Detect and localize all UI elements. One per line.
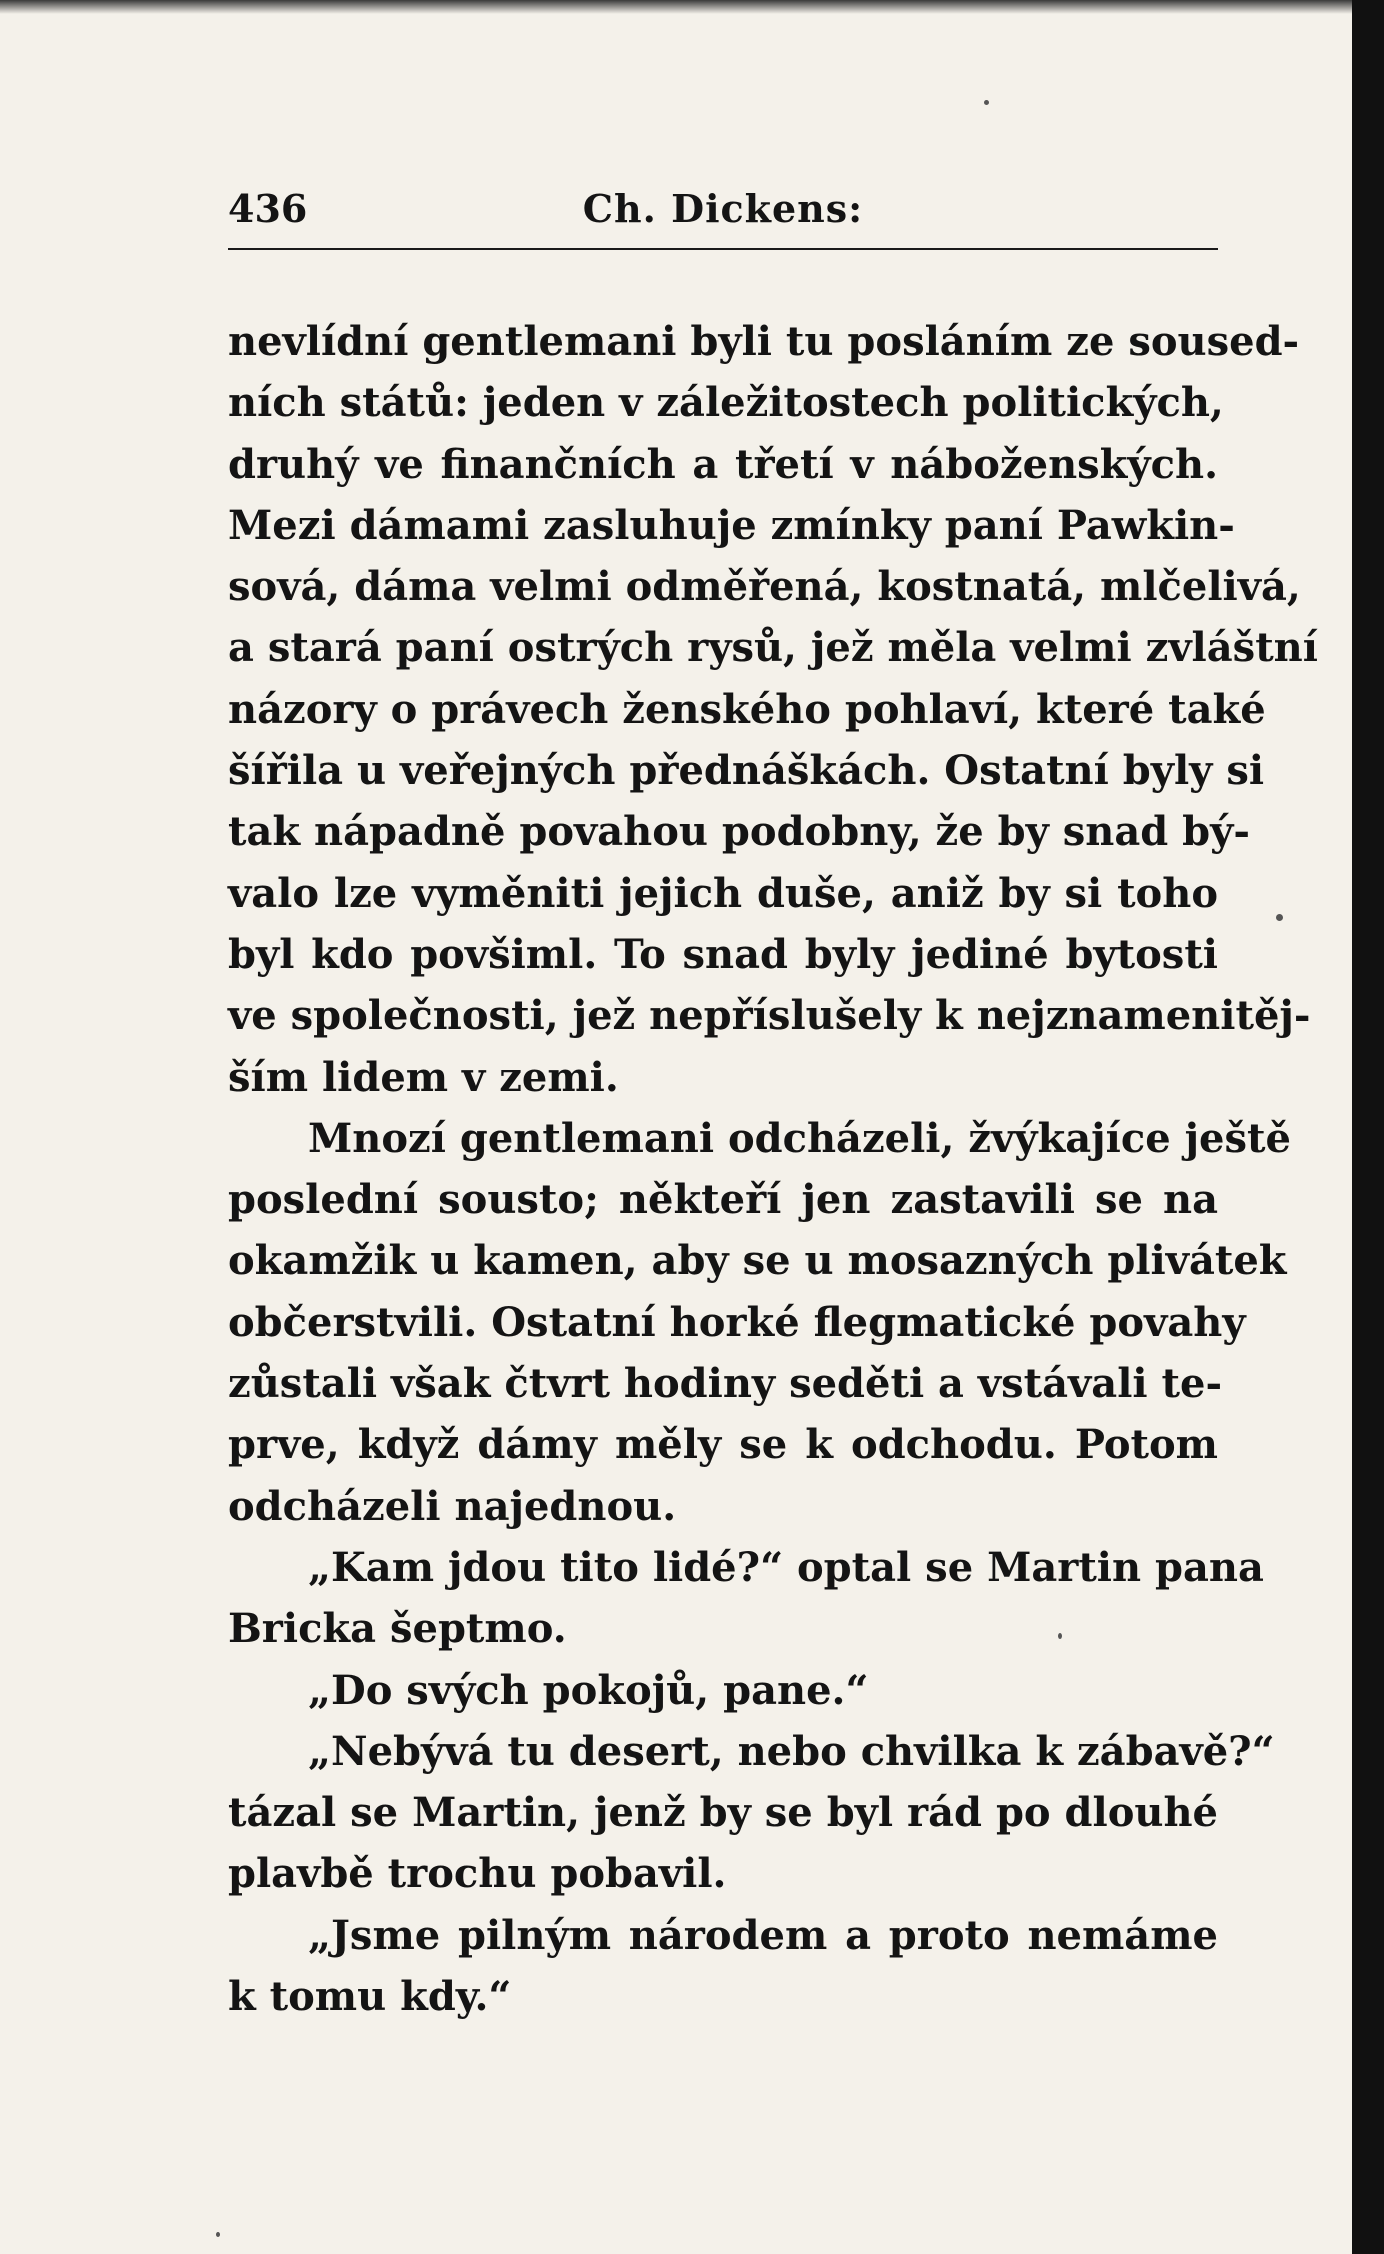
text-line: názory o právech ženského pohlaví, které také <box>228 685 1266 733</box>
text-line: tak nápadně povahou podobny, že by snad bý- <box>228 808 1250 856</box>
text-line: odcházeli najednou. <box>228 1482 677 1530</box>
header-rule <box>228 248 1218 250</box>
text-line: plavbě trochu pobavil. <box>228 1850 727 1898</box>
text-line: ve společnosti, jež nepříslušely k nejznamenitěj- <box>228 992 1311 1040</box>
text-line: poslední sousto; někteří jen zastavili se na <box>228 1176 1218 1224</box>
page-number: 436 <box>228 186 308 231</box>
scan-top-edge <box>0 0 1384 14</box>
text-line: Mezi dámami zasluhuje zmínky paní Pawkin- <box>228 501 1235 549</box>
text-line: druhý ve finančních a třetí v náboženských. <box>228 440 1218 488</box>
text-line: šířila u veřejných přednáškách. Ostatní byly si <box>228 747 1265 795</box>
scan-speck <box>984 100 989 105</box>
text-line: ším lidem v zemi. <box>228 1053 619 1101</box>
scan-speck <box>1058 1633 1062 1639</box>
running-head <box>228 186 1218 236</box>
text-line: „Jsme pilným národem a proto nemáme <box>308 1911 1218 1959</box>
scan-speck <box>1276 914 1283 921</box>
body-text <box>228 311 1318 2027</box>
scan-speck <box>216 2232 220 2237</box>
scan-right-edge <box>1352 0 1384 2254</box>
text-line: valo lze vyměniti jejich duše, aniž by si toho <box>228 869 1218 917</box>
text-line: zůstali však čtvrt hodiny seděti a vstávali te- <box>228 1360 1223 1408</box>
text-line: nevlídní gentlemani byli tu posláním ze soused- <box>228 318 1300 365</box>
text-line: okamžik u kamen, aby se u mosazných plivátek <box>228 1237 1287 1285</box>
text-line: ních států: jeden v záležitostech politických, <box>228 379 1224 427</box>
text-line: a stará paní ostrých rysů, jež měla velmi zvláštní <box>228 624 1318 672</box>
text-line: byl kdo povšiml. To snad byly jediné bytosti <box>228 930 1218 978</box>
text-line: Mnozí gentlemani odcházeli, žvýkajíce ještě <box>308 1114 1291 1162</box>
text-line: k tomu kdy.“ <box>228 1973 512 2021</box>
text-line: sová, dáma velmi odměřená, kostnatá, mlčelivá, <box>228 563 1301 611</box>
text-line: „Kam jdou tito lidé?“ optal se Martin pana <box>308 1543 1264 1591</box>
text-line: prve, když dámy měly se k odchodu. Potom <box>228 1421 1218 1469</box>
text-line: tázal se Martin, jenž by se byl rád po dlouhé <box>228 1789 1218 1837</box>
text-line: „Do svých pokojů, pane.“ <box>308 1666 869 1714</box>
running-title: Ch. Dickens: <box>582 186 864 231</box>
text-line: „Nebývá tu desert, nebo chvilka k zábavě?“ <box>308 1727 1275 1775</box>
text-line: občerstvili. Ostatní horké flegmatické povahy <box>228 1298 1246 1346</box>
text-line: Bricka šeptmo. <box>228 1605 567 1653</box>
